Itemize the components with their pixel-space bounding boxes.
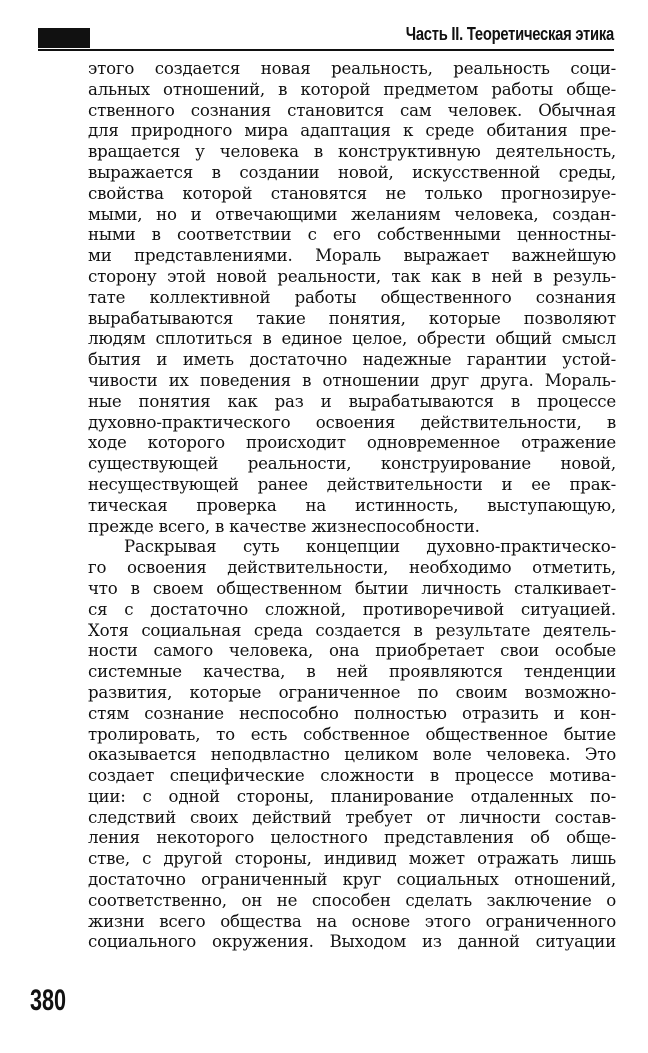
- text-line: сторону этой новой реальности, так как в ней в резуль-: [88, 266, 616, 286]
- text-line: оказывается неподвластно целиком воле человека. Это: [88, 745, 616, 765]
- text-line: существующей реальности, конструирование новой,: [88, 454, 616, 474]
- text-line: Раскрывая суть концепции духовно-практическо-: [124, 537, 616, 557]
- text-line: ходе которого происходит одновременное отражение: [88, 433, 616, 453]
- header-title: Часть II. Теоретическая этика: [405, 24, 614, 44]
- header-rule: [38, 49, 614, 51]
- paragraph: [88, 59, 616, 537]
- text-line: ными в соответствии с его собственными ценностны-: [88, 225, 616, 245]
- text-line: ции: с одной стороны, планирование отдаленных по-: [88, 786, 616, 806]
- text-line: соответственно, он не способен сделать заключение о: [88, 890, 616, 910]
- text-line: тате коллективной работы общественного сознания: [88, 287, 616, 307]
- text-line: что в своем общественном бытии личность сталкивает-: [88, 578, 616, 598]
- text-line: тическая проверка на истинность, выступающую,: [88, 495, 616, 515]
- text-line: стям сознание неспособно полностью отразить и кон-: [88, 703, 616, 723]
- paragraph: [88, 537, 616, 953]
- text-line: ные понятия как раз и вырабатываются в процессе: [88, 391, 616, 411]
- text-line: бытия и иметь достаточно надежные гарантии устой-: [88, 350, 616, 370]
- text-line: альных отношений, в которой предметом работы обще-: [88, 79, 616, 99]
- text-line: для природного мира адаптация к среде обитания пре-: [88, 121, 616, 141]
- text-line: системные качества, в ней проявляются тенденции: [88, 662, 616, 682]
- text-line: жизни всего общества на основе этого ограниченного: [88, 911, 616, 931]
- text-line: тролировать, то есть собственное общественное бытие: [88, 724, 616, 744]
- text-line: Хотя социальная среда создается в результате деятель-: [88, 620, 616, 640]
- page-number: 380: [30, 984, 67, 1017]
- text-line: несуществующей ранее действительности и ее прак-: [88, 474, 616, 494]
- text-line: развития, которые ограниченное по своим возможно-: [88, 682, 616, 702]
- text-line: го освоения действительности, необходимо отметить,: [88, 558, 616, 578]
- header-decorative-bar: [38, 28, 90, 48]
- text-line: людям сплотиться в единое целое, обрести общий смысл: [88, 329, 616, 349]
- text-line: ми представлениями. Мораль выражает важнейшую: [88, 246, 616, 266]
- text-line: духовно-практического освоения действительности, в: [88, 412, 616, 432]
- text-line: ственного сознания становится сам человек. Обычная: [88, 100, 616, 120]
- text-line: вращается у человека в конструктивную деятельность,: [88, 142, 616, 162]
- text-line: вырабатываются такие понятия, которые позволяют: [88, 308, 616, 328]
- text-line: стве, с другой стороны, индивид может отражать лишь: [88, 849, 616, 869]
- text-line: следствий своих действий требует от личности состав-: [88, 807, 616, 827]
- text-line: чивости их поведения в отношении друг друга. Мораль-: [88, 370, 616, 390]
- text-line: мыми, но и отвечающими желаниям человека, создан-: [88, 204, 616, 224]
- body-text: [88, 59, 616, 953]
- text-line: создает специфические сложности в процессе мотива-: [88, 766, 616, 786]
- text-line: выражается в создании новой, искусственной среды,: [88, 162, 616, 182]
- running-header: [0, 22, 648, 50]
- text-line: этого создается новая реальность, реальность соци-: [88, 59, 616, 78]
- text-line: ности самого человека, она приобретает свои особые: [88, 641, 616, 661]
- text-line: прежде всего, в качестве жизнеспособности.: [88, 516, 480, 536]
- text-line: свойства которой становятся не только прогнозируе-: [88, 183, 616, 203]
- text-line: ления некоторого целостного представления об обще-: [88, 828, 616, 848]
- text-line: ся с достаточно сложной, противоречивой ситуацией.: [88, 599, 616, 619]
- text-line: социального окружения. Выходом из данной ситуации: [88, 932, 616, 952]
- text-line: достаточно ограниченный круг социальных отношений,: [88, 870, 616, 890]
